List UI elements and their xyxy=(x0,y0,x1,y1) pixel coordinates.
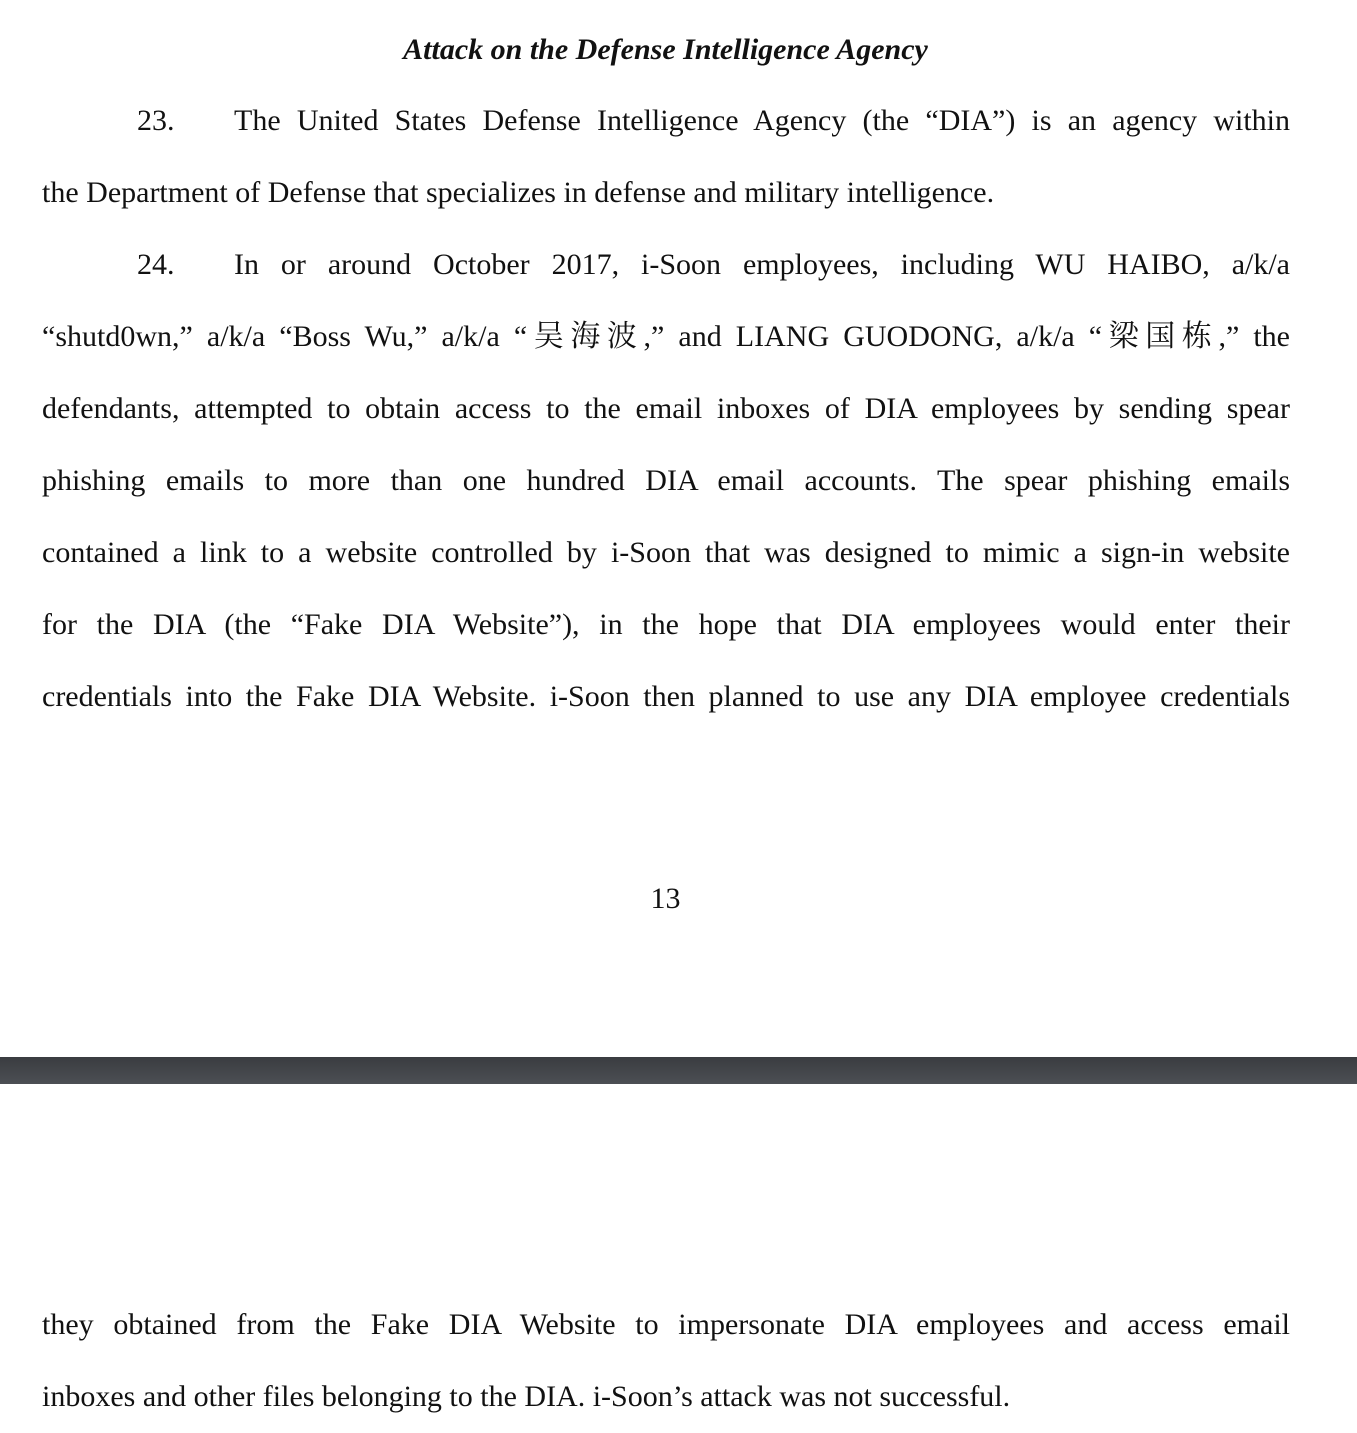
paragraph-text: The United States Defense Intelligence Agency (the “DIA”) is an agency within xyxy=(234,104,1290,137)
paragraph-line: the Department of Defense that specializes in defense and military intelligence. xyxy=(42,176,995,209)
paragraph-line: “shutd0wn,” a/k/a “Boss Wu,” a/k/a “吴海波,” and LIANG GUODONG, a/k/a “梁国栋,” the xyxy=(42,320,1290,353)
page-divider xyxy=(0,1057,1357,1084)
paragraph-line: credentials into the Fake DIA Website. i-Soon then planned to use any DIA employee credentials xyxy=(42,680,1290,713)
paragraph-line: inboxes and other files belonging to the DIA. i-Soon’s attack was not successful. xyxy=(42,1380,1011,1413)
document-page-14 xyxy=(0,1084,1357,1433)
section-heading: Attack on the Defense Intelligence Agency xyxy=(403,33,928,66)
page-number: 13 xyxy=(650,882,681,915)
paragraph-number: 23. xyxy=(137,104,175,137)
paragraph-line: phishing emails to more than one hundred DIA email accounts. The spear phishing emails xyxy=(42,464,1290,497)
paragraph-text: In or around October 2017, i-Soon employees, including WU HAIBO, a/k/a xyxy=(234,248,1290,281)
paragraph-line: they obtained from the Fake DIA Website to impersonate DIA employees and access email xyxy=(42,1308,1290,1341)
paragraph-line: contained a link to a website controlled by i-Soon that was designed to mimic a sign-in website xyxy=(42,536,1290,569)
paragraph-line: defendants, attempted to obtain access to the email inboxes of DIA employees by sending spear xyxy=(42,392,1290,425)
paragraph-line: for the DIA (the “Fake DIA Website”), in the hope that DIA employees would enter their xyxy=(42,608,1290,641)
paragraph-number: 24. xyxy=(137,248,175,281)
